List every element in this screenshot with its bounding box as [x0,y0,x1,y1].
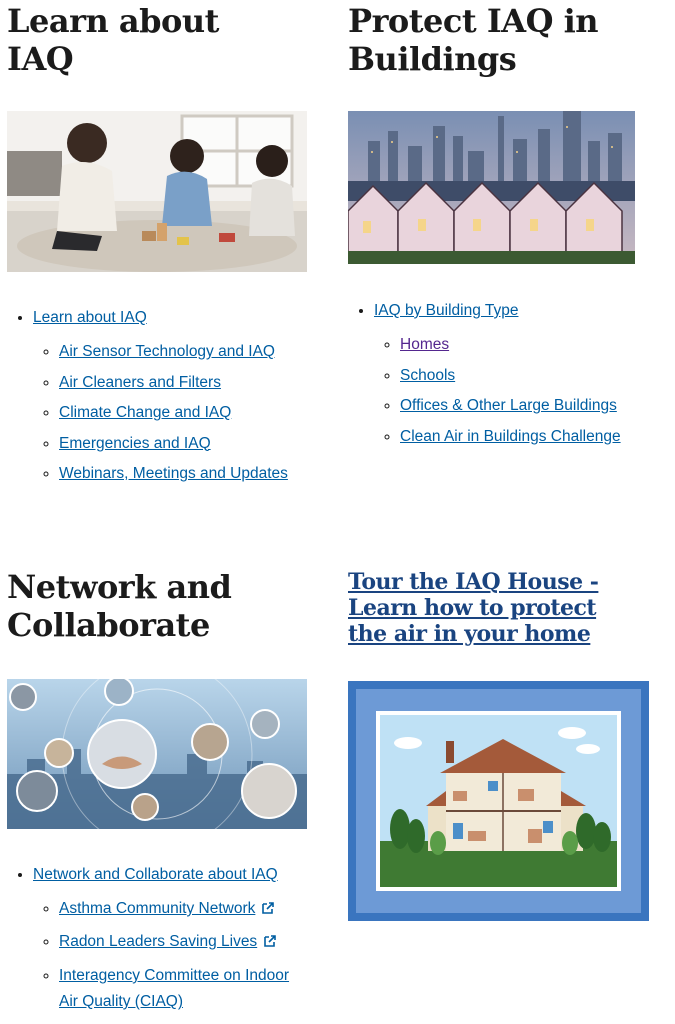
tour-heading [348,569,638,647]
air-sensor-link[interactable]: Air Sensor Technology and IAQ [59,343,275,360]
list-item [59,898,327,922]
network-card [7,568,317,644]
homes-link[interactable]: Homes [400,336,450,353]
learn-heading: Learn about IAQ [7,2,219,78]
learn-card [7,2,317,78]
protect-list [348,300,668,456]
list-item [400,426,668,448]
list-item [33,864,327,1015]
tour-card [348,569,638,647]
climate-change-link[interactable]: Climate Change and IAQ [59,404,232,421]
network-main-link[interactable]: Network and Collaborate about IAQ [33,866,278,883]
clean-air-challenge-link[interactable]: Clean Air in Buildings Challenge [400,427,621,445]
list-item [33,307,317,485]
webinars-link[interactable]: Webinars, Meetings and Updates [59,465,288,482]
family-playing-image [7,111,307,272]
iaq-house-image[interactable] [348,681,649,921]
list-item [59,341,317,363]
external-link-icon [261,900,275,922]
air-cleaners-link[interactable]: Air Cleaners and Filters [59,373,221,391]
building-type-link[interactable]: IAQ by Building Type [374,302,519,319]
network-heading: Network and Collaborate [7,568,232,644]
list-item [400,395,668,417]
learn-main-link[interactable]: Learn about IAQ [33,309,147,326]
schools-link[interactable]: Schools [400,366,456,384]
list-item [400,334,668,356]
external-link-icon [263,933,277,955]
list-item [59,402,317,424]
list-item [59,372,317,394]
ciaq-link[interactable]: Interagency Committee on Indoor Air Quality (CIAQ) [59,967,290,1010]
asthma-network-link[interactable]: Asthma Community Network [59,900,256,917]
learn-list [7,307,317,494]
network-collaborate-image [7,679,307,829]
city-houses-image [348,111,635,264]
list-item [374,300,668,448]
list-item [59,433,317,455]
list-item [59,963,309,1015]
radon-leaders-link[interactable]: Radon Leaders Saving Lives [59,932,258,950]
network-list [7,864,327,1024]
emergencies-link[interactable]: Emergencies and IAQ [59,434,211,452]
list-item [400,365,668,387]
protect-heading: Protect IAQ in Buildings [348,2,599,78]
protect-card [348,2,658,78]
list-item [59,463,317,485]
list-item [59,931,327,955]
offices-link[interactable]: Offices & Other Large Buildings [400,397,617,414]
tour-heading-link[interactable]: Tour the IAQ House - Learn how to protect the air in your home [348,569,599,647]
